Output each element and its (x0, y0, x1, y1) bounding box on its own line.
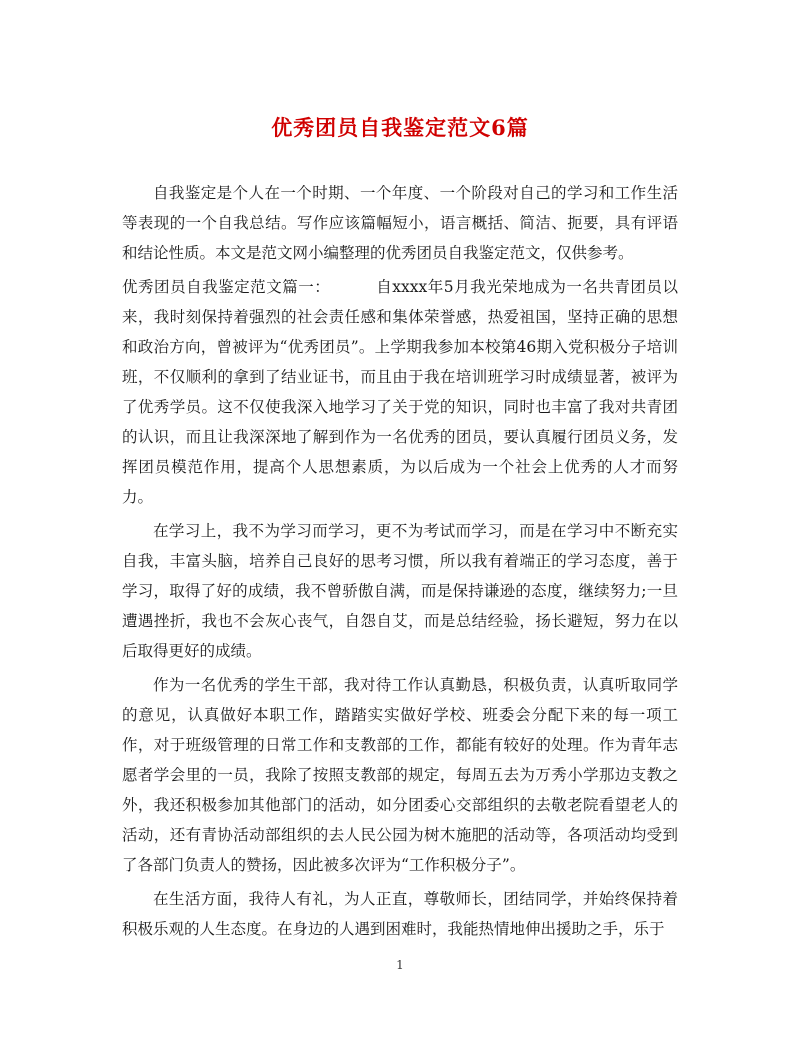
study-paragraph: 在学习上，我不为学习而学习，更不为考试而学习，而是在学习中不断充实自我，丰富头脑，培养自己良好的思考习惯，所以我有着端正的学习态度，善于学习，取得了好的成绩，我不曾骄傲自满，而是保持谦逊的态度，继续努力;一旦遭遇挫折，我也不会灰心丧气，自怨自艾，而是总结经验，扬长避短，努力在以后取得更好的成绩。 (122, 522, 678, 660)
document-body (122, 178, 678, 948)
intro-paragraph: 自我鉴定是个人在一个时期、一个年度、一个阶段对自己的学习和工作生活等表现的一个自我总结。写作应该篇幅短小，语言概括、简洁、扼要，具有评语和结论性质。本文是范文网小编整理的优秀团员自我鉴定范文，仅供参考。 (122, 184, 678, 262)
section-heading: 优秀团员自我鉴定范文篇一： (122, 278, 331, 296)
section-one-paragraph (122, 272, 678, 512)
life-paragraph: 在生活方面，我待人有礼，为人正直，尊敬师长，团结同学，并始终保持着积极乐观的人生态度。在身边的人遇到困难时，我能热情地伸出援助之手，乐于 (122, 890, 678, 938)
section-first-text: 自xxxx年5月我光荣地成为一名共青团员以来，我时刻保持着强烈的社会责任感和集体荣誉感，热爱祖国，坚持正确的思想和政治方向，曾被评为“优秀团员”。上学期我参加本校第46期入党积极分子培训班，不仅顺利的拿到了结业证书，而且由于我在培训班学习时成绩显著，被评为了优秀学员。这不仅使我深入地学习了关于党的知识，同时也丰富了我对共青团的认识，而且让我深深地了解到作为一名优秀的团员，要认真履行团员义务，发挥团员模范作用，提高个人思想素质，为以后成为一个社会上优秀的人才而努力。 (122, 278, 678, 506)
work-paragraph: 作为一名优秀的学生干部，我对待工作认真勤恳，积极负责，认真听取同学的意见，认真做好本职工作，踏踏实实做好学校、班委会分配下来的每一项工作，对于班级管理的日常工作和支教部的工作，都能有较好的处理。作为青年志愿者学会里的一员，我除了按照支教部的规定，每周五去为万秀小学那边支教之外，我还积极参加其他部门的活动，如分团委心交部组织的去敬老院看望老人的活动，还有青协活动部组织的去人民公园为树木施肥的活动等，各项活动均受到了各部门负责人的赞扬，因此被多次评为“工作积极分子”。 (122, 676, 678, 874)
page-number: 1 (396, 958, 404, 972)
document-title: 优秀团员自我鉴定范文6篇 (271, 115, 529, 140)
